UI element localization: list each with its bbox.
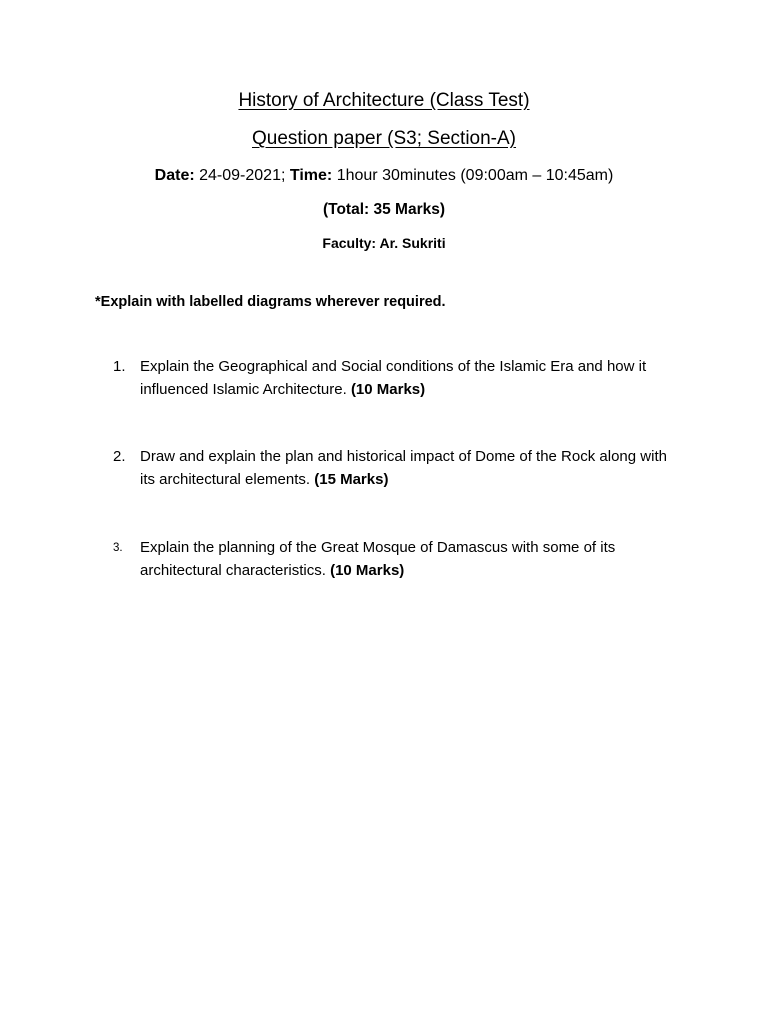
question-marks: (15 Marks) — [314, 470, 389, 488]
question-text: Explain the planning of the Great Mosque of Damascus with some of its architectural characteristics. — [140, 539, 616, 579]
paper-title: History of Architecture (Class Test) — [238, 90, 530, 111]
date-label: Date: — [154, 167, 195, 184]
date-time-line — [0, 167, 768, 185]
question-marks: (10 Marks) — [350, 380, 426, 398]
question-text-block — [140, 446, 673, 491]
question-text: Draw and explain the plan and historical impact of Dome of the Rock along with its architectural elements. — [140, 448, 667, 488]
question-number: 1. — [113, 358, 126, 375]
question-text: Explain the Geographical and Social conditions of the Islamic Era and how it influenced Islamic Architecture. — [140, 358, 647, 398]
question-marks: (10 Marks) — [330, 561, 405, 579]
time-value: 1hour 30minutes (09:00am – 10:45am) — [332, 167, 614, 184]
question-item — [113, 446, 673, 491]
paper-subtitle: Question paper (S3; Section-A) — [251, 128, 517, 149]
question-number: 3. — [113, 542, 123, 554]
instruction-note: *Explain with labelled diagrams wherever required. — [95, 294, 446, 310]
faculty-name: Faculty: Ar. Sukriti — [322, 235, 446, 251]
question-text-block — [140, 537, 673, 582]
question-item — [113, 356, 673, 401]
date-value: 24-09-2021; — [194, 167, 290, 184]
time-label: Time: — [289, 167, 333, 184]
question-text-block — [140, 356, 673, 401]
total-marks: (Total: 35 Marks) — [322, 201, 446, 218]
question-item — [113, 537, 673, 582]
question-number: 2. — [113, 448, 126, 465]
